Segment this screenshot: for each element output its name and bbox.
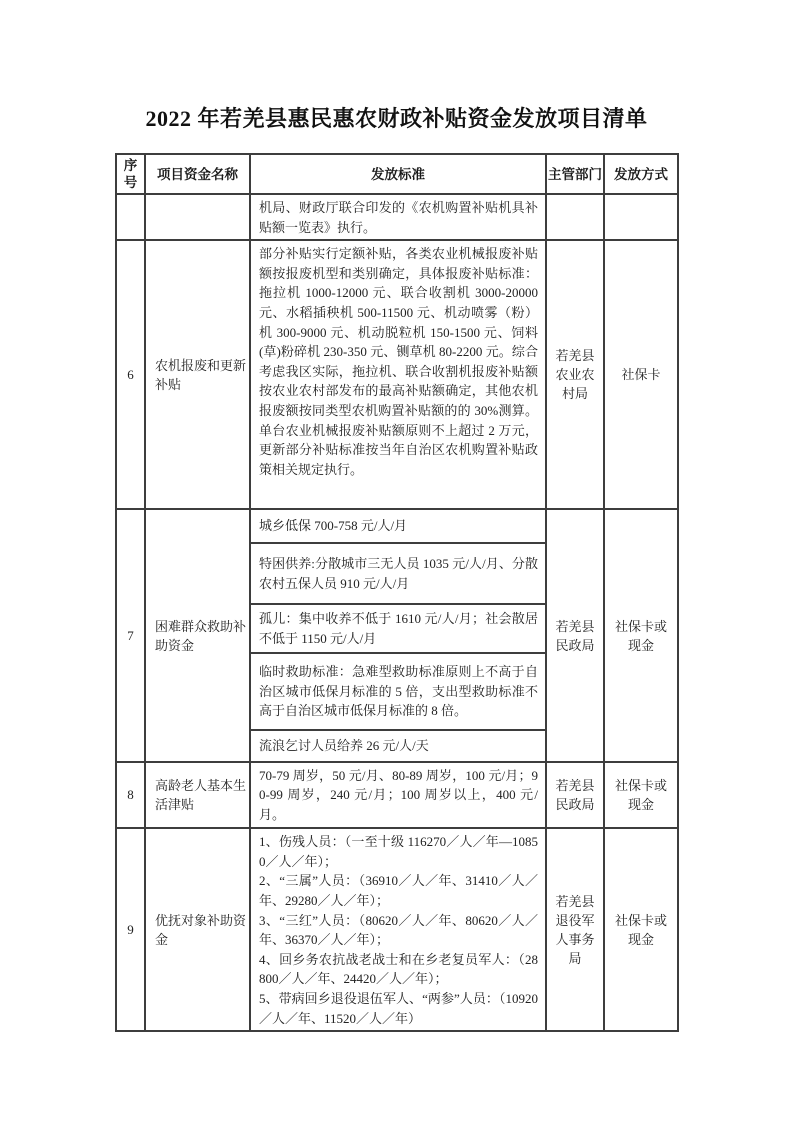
table-row-8 — [116, 762, 678, 828]
table-header-row — [116, 154, 678, 194]
cell-name-9: 优抚对象补助资金 — [145, 828, 250, 1031]
header-serial-number: 序号 — [116, 154, 145, 194]
cell-standard-7-sub5: 流浪乞讨人员给养 26 元/人/天 — [250, 730, 546, 762]
cell-standard-7-sub3: 孤儿：集中收养不低于 1610 元/人/月；社会散居不低于 1150 元/人/月 — [250, 604, 546, 653]
table-row-9 — [116, 828, 678, 1031]
subsidy-project-table — [115, 153, 679, 1032]
header-project-fund-name: 项目资金名称 — [145, 154, 250, 194]
cell-name-6: 农机报废和更新补贴 — [145, 240, 250, 509]
cell-name-carryover — [145, 194, 250, 240]
cell-dept-carryover — [546, 194, 604, 240]
table-row-7 — [116, 509, 678, 543]
standard-9-item-5: 5、带病回乡退役退伍军人、“两参”人员：（10920／人／年、11520／人／年） — [259, 990, 538, 1026]
table-row-6 — [116, 240, 678, 509]
cell-method-7: 社保卡或现金 — [604, 509, 678, 762]
header-supervising-department: 主管部门 — [546, 154, 604, 194]
document-title: 2022 年若羌县惠民惠农财政补贴资金发放项目清单 — [145, 106, 648, 131]
cell-dept-9: 若羌县退役军人事务局 — [546, 828, 604, 1031]
cell-standard-7-sub4: 临时救助标准：急难型救助标准原则上不高于自治区城市低保月标准的 5 倍，支出型救助标准不高于自治区城市低保月标准的 8 倍。 — [250, 653, 546, 730]
cell-method-9: 社保卡或现金 — [604, 828, 678, 1031]
cell-standard-6: 部分补贴实行定额补贴，各类农业机械报废补贴额按报废机型和类别确定，具体报废补贴标准：拖拉机 1000-12000 元、联合收割机 3000-20000 元、水稻插秧机 500-11500 元、机动喷雾（粉）机 300-9000 元、机动脱粒机 150-1500 元、饲料(草)粉碎机 230-350 元、铡草机 80-2200 元。综合考虑我区实际，拖拉机、联合收割机报废补贴额按农业农村部发布的最高补贴额确定，其他农机报废额按同类型农机购置补贴额的的 30%测算。单台农业机械报废补贴额原则不上超过 2 万元，更新部分补贴标准按当年自治区农机购置补贴政策相关规定执行。 — [250, 240, 546, 509]
cell-no-7: 7 — [116, 509, 145, 762]
cell-standard-carryover: 机局、财政厅联合印发的《农机购置补贴机具补贴额一览表》执行。 — [250, 194, 546, 240]
cell-name-7: 困难群众救助补助资金 — [145, 509, 250, 762]
cell-no-9: 9 — [116, 828, 145, 1031]
cell-method-8: 社保卡或现金 — [604, 762, 678, 828]
cell-no-6: 6 — [116, 240, 145, 509]
cell-standard-9 — [250, 828, 546, 1031]
standard-9-item-2: 2、“三属”人员：（36910／人／年、31410／人／年、29280／人／年）； — [259, 873, 538, 908]
cell-standard-7-sub2: 特困供养:分散城市三无人员 1035 元/人/月、分散农村五保人员 910 元/人/月 — [250, 543, 546, 604]
cell-dept-7: 若羌县民政局 — [546, 509, 604, 762]
cell-standard-8: 70-79 周岁，50 元/月、80-89 周岁，100 元/月；90-99 周岁，240 元/月；100 周岁以上，400 元/月。 — [250, 762, 546, 828]
cell-dept-6: 若羌县农业农村局 — [546, 240, 604, 509]
cell-dept-8: 若羌县民政局 — [546, 762, 604, 828]
standard-9-item-4: 4、回乡务农抗战老战士和在乡老复员军人：（28800／人／年、24420／人／年）； — [259, 951, 538, 987]
cell-method-6: 社保卡 — [604, 240, 678, 509]
standard-9-item-3: 3、“三红”人员：（80620／人／年、80620／人／年、36370／人／年）； — [259, 912, 538, 948]
cell-name-8: 高龄老人基本生活津贴 — [145, 762, 250, 828]
header-distribution-method: 发放方式 — [604, 154, 678, 194]
cell-no-8: 8 — [116, 762, 145, 828]
standard-9-item-1: 1、伤残人员：（一至十级 116270／人／年—10850／人／年）； — [259, 834, 538, 869]
cell-standard-7-sub1: 城乡低保 700-758 元/人/月 — [250, 509, 546, 543]
header-distribution-standard: 发放标准 — [250, 154, 546, 194]
table-row-carryover — [116, 194, 678, 240]
cell-no-carryover — [116, 194, 145, 240]
cell-method-carryover — [604, 194, 678, 240]
